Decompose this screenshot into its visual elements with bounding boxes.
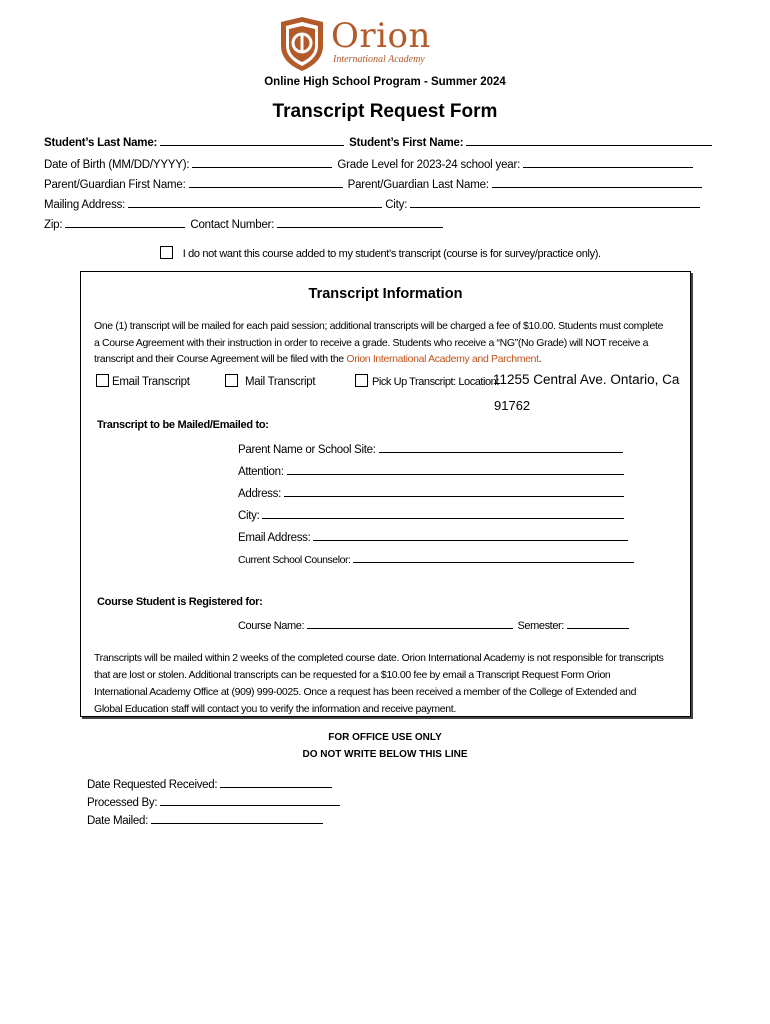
parent-last-field[interactable] <box>492 175 702 188</box>
label-date-requested: Date Requested Received: <box>87 779 218 791</box>
label-zip: Zip: <box>44 219 63 231</box>
optout-label: I do not want this course added to my student’s transcript (course is for survey/practice only). <box>182 248 601 260</box>
office-use-warning: DO NOT WRITE BELOW THIS LINE <box>302 749 468 760</box>
logo <box>277 16 447 72</box>
label-grade: Grade Level for 2023-24 school year: <box>337 159 521 171</box>
label-box-city: City: <box>238 510 260 522</box>
grade-field[interactable] <box>523 155 693 168</box>
contact-field[interactable] <box>277 215 443 228</box>
logo-name: Orion <box>331 16 431 56</box>
label-first-name: Student’s First Name: <box>349 137 464 149</box>
label-address: Address: <box>238 488 281 500</box>
label-processed-by: Processed By: <box>87 797 158 809</box>
label-mailing: Mailing Address: <box>44 199 126 211</box>
label-course-name: Course Name: <box>238 620 305 632</box>
label-semester: Semester: <box>517 620 564 632</box>
info-text-end: . <box>538 353 542 365</box>
semester-field[interactable] <box>567 616 629 629</box>
transcript-notice: Transcripts will be mailed within 2 weeks of the completed course date. Orion International Academy is not responsible for transcripts that are lost or stolen. Additional transcripts can be requested for a $10.00 fee by email a Transcript Request Form Orion International Academy Office at (909) 999-0025. Once a request has been received a member of the College of Extended and Global Education staff will contact you to verify the information and receive payment. <box>94 652 664 715</box>
office-use-heading: FOR OFFICE USE ONLY <box>328 732 442 743</box>
email-transcript-label: Email Transcript <box>112 376 190 388</box>
first-name-field[interactable] <box>466 133 712 146</box>
address-field[interactable] <box>284 484 624 497</box>
zip-field[interactable] <box>65 215 185 228</box>
label-counselor: Current School Counselor: <box>238 554 351 566</box>
attention-field[interactable] <box>287 462 624 475</box>
label-parent-school: Parent Name or School Site: <box>238 444 376 456</box>
city-field[interactable] <box>410 195 700 208</box>
email-field[interactable] <box>313 528 628 541</box>
page-title: Transcript Request Form <box>272 101 498 122</box>
mail-transcript-label: Mail Transcript <box>245 376 316 388</box>
info-highlight: Orion International Academy and Parchment <box>346 353 539 365</box>
parent-school-field[interactable] <box>379 440 623 453</box>
program-heading: Online High School Program - Summer 2024 <box>264 76 506 88</box>
course-heading: Course Student is Registered for: <box>97 596 263 608</box>
pickup-zip: 91762 <box>494 398 531 413</box>
optout-checkbox[interactable] <box>160 246 173 259</box>
logo-subtitle: International Academy <box>333 54 425 65</box>
pickup-transcript-label: Pick Up Transcript: Location: <box>372 376 499 388</box>
label-dob: Date of Birth (MM/DD/YYYY): <box>44 159 190 171</box>
mailing-field[interactable] <box>128 195 382 208</box>
course-name-field[interactable] <box>307 616 513 629</box>
last-name-field[interactable] <box>160 133 344 146</box>
dob-field[interactable] <box>192 155 332 168</box>
pickup-transcript-checkbox[interactable] <box>355 374 368 387</box>
transcript-info-box <box>80 271 691 717</box>
label-parent-last: Parent/Guardian Last Name: <box>347 179 489 191</box>
label-last-name: Student’s Last Name: <box>44 137 158 149</box>
label-parent-first: Parent/Guardian First Name: <box>44 179 186 191</box>
parent-first-field[interactable] <box>189 175 343 188</box>
label-email: Email Address: <box>238 532 311 544</box>
mail-transcript-checkbox[interactable] <box>225 374 238 387</box>
info-heading: Transcript Information <box>308 286 463 302</box>
label-attention: Attention: <box>238 466 284 478</box>
date-mailed-field[interactable] <box>151 811 323 824</box>
info-paragraph <box>94 318 666 368</box>
shield-logo-icon <box>277 16 327 72</box>
date-requested-field[interactable] <box>220 775 332 788</box>
label-date-mailed: Date Mailed: <box>87 815 148 827</box>
label-city: City: <box>385 199 408 211</box>
info-text: One (1) transcript will be mailed for each paid session; additional transcripts will be charged a fee of $10.00. Students must complete a Course Agreement with their instruction in order to receive a grade. Students who receive a “NG”(No Grade) will NOT receive a transcript and their Course Agreement will be filed with the <box>94 320 664 365</box>
email-transcript-checkbox[interactable] <box>96 374 109 387</box>
pickup-address: 11255 Central Ave. Ontario, Ca <box>493 372 680 387</box>
label-contact: Contact Number: <box>190 219 275 231</box>
counselor-field[interactable] <box>353 550 634 563</box>
mailed-heading: Transcript to be Mailed/Emailed to: <box>97 419 269 431</box>
processed-by-field[interactable] <box>160 793 340 806</box>
box-city-field[interactable] <box>262 506 624 519</box>
